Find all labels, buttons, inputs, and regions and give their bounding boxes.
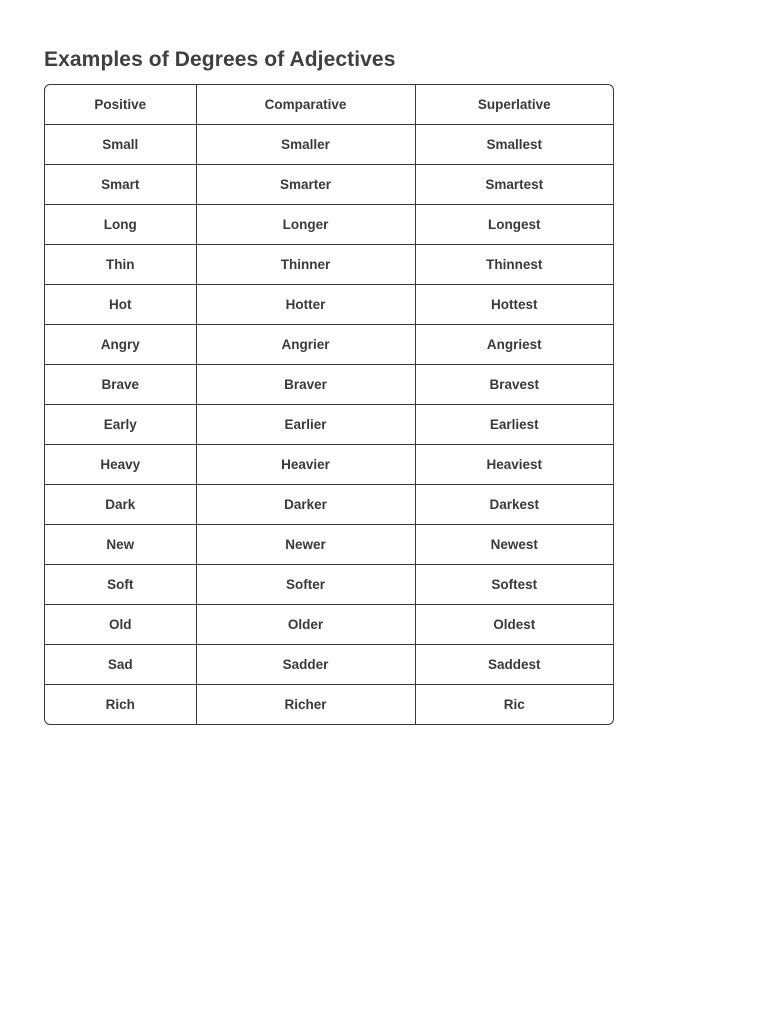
positive-cell: Hot — [45, 285, 196, 325]
table-header-row — [45, 85, 613, 125]
table-row — [45, 445, 613, 485]
header-positive: Positive — [45, 85, 196, 125]
table-body — [45, 125, 613, 725]
superlative-cell: Heaviest — [415, 445, 613, 485]
adjectives-table — [45, 85, 613, 724]
comparative-cell: Smarter — [196, 165, 415, 205]
comparative-cell: Richer — [196, 685, 415, 725]
comparative-cell: Darker — [196, 485, 415, 525]
positive-cell: Long — [45, 205, 196, 245]
superlative-cell: Newest — [415, 525, 613, 565]
superlative-cell: Bravest — [415, 365, 613, 405]
superlative-cell: Softest — [415, 565, 613, 605]
comparative-cell: Thinner — [196, 245, 415, 285]
adjectives-table-container — [44, 84, 614, 725]
positive-cell: Soft — [45, 565, 196, 605]
comparative-cell: Smaller — [196, 125, 415, 165]
table-row — [45, 205, 613, 245]
comparative-cell: Longer — [196, 205, 415, 245]
positive-cell: Angry — [45, 325, 196, 365]
positive-cell: Small — [45, 125, 196, 165]
table-row — [45, 645, 613, 685]
comparative-cell: Earlier — [196, 405, 415, 445]
comparative-cell: Softer — [196, 565, 415, 605]
positive-cell: Old — [45, 605, 196, 645]
superlative-cell: Darkest — [415, 485, 613, 525]
superlative-cell: Smartest — [415, 165, 613, 205]
superlative-cell: Thinnest — [415, 245, 613, 285]
superlative-cell: Hottest — [415, 285, 613, 325]
superlative-cell: Longest — [415, 205, 613, 245]
positive-cell: Early — [45, 405, 196, 445]
positive-cell: Thin — [45, 245, 196, 285]
comparative-cell: Newer — [196, 525, 415, 565]
positive-cell: Heavy — [45, 445, 196, 485]
comparative-cell: Older — [196, 605, 415, 645]
page-title: Examples of Degrees of Adjectives — [44, 48, 396, 71]
table-row — [45, 125, 613, 165]
comparative-cell: Hotter — [196, 285, 415, 325]
table-row — [45, 525, 613, 565]
positive-cell: Smart — [45, 165, 196, 205]
table-row — [45, 405, 613, 445]
positive-cell: Rich — [45, 685, 196, 725]
table-row — [45, 165, 613, 205]
comparative-cell: Heavier — [196, 445, 415, 485]
superlative-cell: Earliest — [415, 405, 613, 445]
table-row — [45, 485, 613, 525]
table-row — [45, 685, 613, 725]
positive-cell: New — [45, 525, 196, 565]
table-row — [45, 565, 613, 605]
table-row — [45, 605, 613, 645]
table-row — [45, 325, 613, 365]
superlative-cell: Smallest — [415, 125, 613, 165]
superlative-cell: Saddest — [415, 645, 613, 685]
positive-cell: Brave — [45, 365, 196, 405]
table-row — [45, 365, 613, 405]
superlative-cell: Ric — [503, 697, 525, 712]
superlative-cell: Oldest — [415, 605, 613, 645]
positive-cell: Sad — [45, 645, 196, 685]
comparative-cell: Angrier — [196, 325, 415, 365]
table-row — [45, 245, 613, 285]
header-comparative: Comparative — [196, 85, 415, 125]
comparative-cell: Braver — [196, 365, 415, 405]
positive-cell: Dark — [45, 485, 196, 525]
superlative-cell: Angriest — [415, 325, 613, 365]
header-superlative: Superlative — [415, 85, 613, 125]
comparative-cell: Sadder — [196, 645, 415, 685]
table-row — [45, 285, 613, 325]
